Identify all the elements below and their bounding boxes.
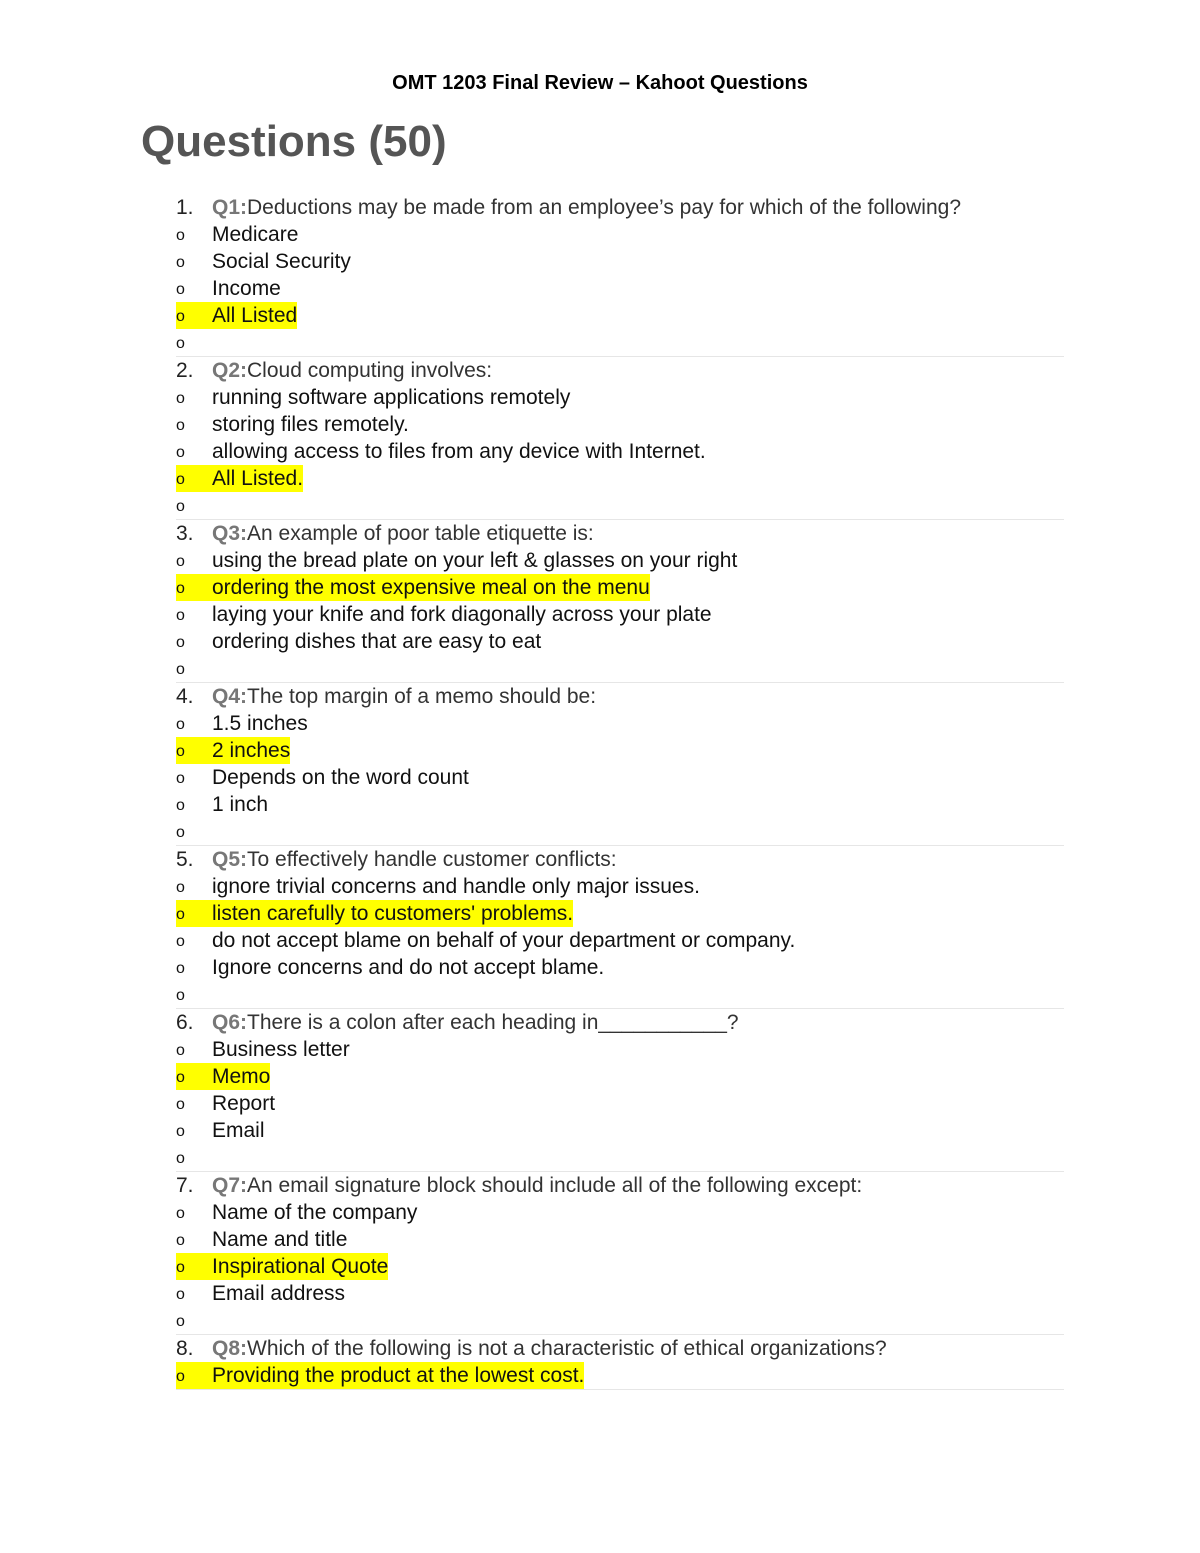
empty-option (176, 981, 1064, 1008)
bullet-icon: o (176, 1150, 185, 1167)
bullet-icon: o (176, 227, 185, 244)
bullet-icon: o (176, 417, 185, 434)
question-block (176, 683, 1064, 846)
answer-option (176, 248, 1064, 275)
question-number: 4. (176, 685, 194, 708)
answer-option (176, 411, 1064, 438)
option-text: ordering the most expensive meal on the menu (212, 576, 650, 599)
question-number: 1. (176, 196, 194, 219)
bullet-icon: o (176, 879, 185, 896)
answer-option-correct (176, 1362, 1064, 1389)
bullet-icon: o (176, 281, 185, 298)
bullet-icon: o (176, 737, 212, 764)
question-block (176, 520, 1064, 683)
question-text: Deductions may be made from an employee’s pay for which of the following? (247, 196, 962, 219)
answer-option (176, 601, 1064, 628)
answer-option (176, 1117, 1064, 1144)
option-text: Email address (212, 1282, 346, 1305)
bullet-icon: o (176, 254, 185, 271)
option-text: do not accept blame on behalf of your department or company. (212, 929, 796, 952)
bullet-icon: o (176, 390, 185, 407)
bullet-icon: o (176, 900, 212, 927)
bullet-icon: o (176, 987, 185, 1004)
question-block (176, 846, 1064, 1009)
option-text: storing files remotely. (212, 413, 409, 436)
question-label: Q8: (212, 1337, 248, 1360)
empty-option (176, 492, 1064, 519)
option-text: ordering dishes that are easy to eat (212, 630, 542, 653)
question-line (176, 1172, 1064, 1199)
question-line (176, 1009, 1064, 1036)
answer-option (176, 275, 1064, 302)
question-number: 5. (176, 848, 194, 871)
question-line (176, 194, 1064, 221)
bullet-icon: o (176, 1205, 185, 1222)
bullet-icon: o (176, 1123, 185, 1140)
question-line (176, 520, 1064, 547)
question-label: Q7: (212, 1174, 248, 1197)
question-text: There is a colon after each heading in___________? (247, 1011, 739, 1034)
question-block (176, 357, 1064, 520)
bullet-icon: o (176, 1253, 212, 1280)
answer-option (176, 1090, 1064, 1117)
answer-option (176, 710, 1064, 737)
answer-option-correct (176, 1253, 1064, 1280)
answer-option-correct (176, 465, 1064, 492)
bullet-icon: o (176, 634, 185, 651)
option-text: Email (212, 1119, 265, 1142)
question-text: An email signature block should include all of the following except: (247, 1174, 863, 1197)
question-label: Q3: (212, 522, 248, 545)
option-text: Medicare (212, 223, 299, 246)
answer-option-correct (176, 574, 1064, 601)
answer-option (176, 547, 1064, 574)
question-text: To effectively handle customer conflicts: (247, 848, 617, 871)
answer-option (176, 1199, 1064, 1226)
option-text: laying your knife and fork diagonally across your plate (212, 603, 712, 626)
question-number: 3. (176, 522, 194, 545)
question-block (176, 1172, 1064, 1335)
answer-option (176, 764, 1064, 791)
answer-option (176, 927, 1064, 954)
answer-option (176, 438, 1064, 465)
answer-option-correct (176, 737, 1064, 764)
option-text: 1 inch (212, 793, 269, 816)
option-text: Inspirational Quote (212, 1255, 389, 1278)
bullet-icon: o (176, 1096, 185, 1113)
bullet-icon: o (176, 797, 185, 814)
answer-option (176, 873, 1064, 900)
bullet-icon: o (176, 574, 212, 601)
question-number: 8. (176, 1337, 194, 1360)
option-text: All Listed. (212, 467, 304, 490)
question-block (176, 1009, 1064, 1172)
question-label: Q2: (212, 359, 248, 382)
empty-option (176, 1307, 1064, 1334)
bullet-icon: o (176, 770, 185, 787)
question-line (176, 683, 1064, 710)
bullet-icon: o (176, 1042, 185, 1059)
option-text: Name and title (212, 1228, 348, 1251)
question-text: Cloud computing involves: (247, 359, 493, 382)
bullet-icon: o (176, 444, 185, 461)
question-label: Q1: (212, 196, 248, 219)
question-number: 7. (176, 1174, 194, 1197)
option-text: running software applications remotely (212, 386, 571, 409)
question-text: The top margin of a memo should be: (247, 685, 597, 708)
answer-option-correct (176, 302, 1064, 329)
question-line (176, 846, 1064, 873)
question-block (176, 194, 1064, 357)
empty-option (176, 329, 1064, 356)
empty-option (176, 1144, 1064, 1171)
option-text: Name of the company (212, 1201, 418, 1224)
bullet-icon: o (176, 933, 185, 950)
option-text: listen carefully to customers' problems. (212, 902, 574, 925)
bullet-icon: o (176, 607, 185, 624)
option-text: 2 inches (212, 739, 291, 762)
question-number: 6. (176, 1011, 194, 1034)
empty-option (176, 818, 1064, 845)
answer-option (176, 954, 1064, 981)
option-text: Providing the product at the lowest cost. (212, 1364, 585, 1387)
bullet-icon: o (176, 716, 185, 733)
option-text: Income (212, 277, 281, 300)
bullet-icon: o (176, 465, 212, 492)
option-text: ignore trivial concerns and handle only major issues. (212, 875, 700, 898)
bullet-icon: o (176, 1286, 185, 1303)
bullet-icon: o (176, 498, 185, 515)
bullet-icon: o (176, 1232, 185, 1249)
bullet-icon: o (176, 553, 185, 570)
bullet-icon: o (176, 1313, 185, 1330)
question-label: Q5: (212, 848, 248, 871)
bullet-icon: o (176, 335, 185, 352)
option-text: All Listed (212, 304, 298, 327)
bullet-icon: o (176, 1362, 212, 1389)
answer-option (176, 221, 1064, 248)
bullet-icon: o (176, 824, 185, 841)
answer-option (176, 628, 1064, 655)
document-title: Questions (50) (141, 117, 447, 166)
question-label: Q6: (212, 1011, 248, 1034)
page-header: OMT 1203 Final Review – Kahoot Questions (392, 72, 808, 94)
answer-option (176, 1226, 1064, 1253)
answer-option (176, 791, 1064, 818)
question-label: Q4: (212, 685, 248, 708)
question-line (176, 1335, 1064, 1362)
option-text: Ignore concerns and do not accept blame. (212, 956, 605, 979)
option-text: allowing access to files from any device with Internet. (212, 440, 706, 463)
answer-option (176, 1036, 1064, 1063)
option-text: Memo (212, 1065, 271, 1088)
question-text: An example of poor table etiquette is: (247, 522, 594, 545)
question-number: 2. (176, 359, 194, 382)
answer-option-correct (176, 900, 1064, 927)
question-text: Which of the following is not a characteristic of ethical organizations? (247, 1337, 887, 1360)
question-line (176, 357, 1064, 384)
bullet-icon: o (176, 1063, 212, 1090)
option-text: Depends on the word count (212, 766, 469, 789)
empty-option (176, 655, 1064, 682)
option-text: Business letter (212, 1038, 350, 1061)
question-list (176, 194, 1064, 1390)
answer-option-correct (176, 1063, 1064, 1090)
question-block (176, 1335, 1064, 1390)
option-text: Report (212, 1092, 276, 1115)
option-text: using the bread plate on your left & glasses on your right (212, 549, 738, 572)
option-text: Social Security (212, 250, 351, 273)
bullet-icon: o (176, 960, 185, 977)
answer-option (176, 1280, 1064, 1307)
bullet-icon: o (176, 661, 185, 678)
bullet-icon: o (176, 302, 212, 329)
answer-option (176, 384, 1064, 411)
option-text: 1.5 inches (212, 712, 308, 735)
